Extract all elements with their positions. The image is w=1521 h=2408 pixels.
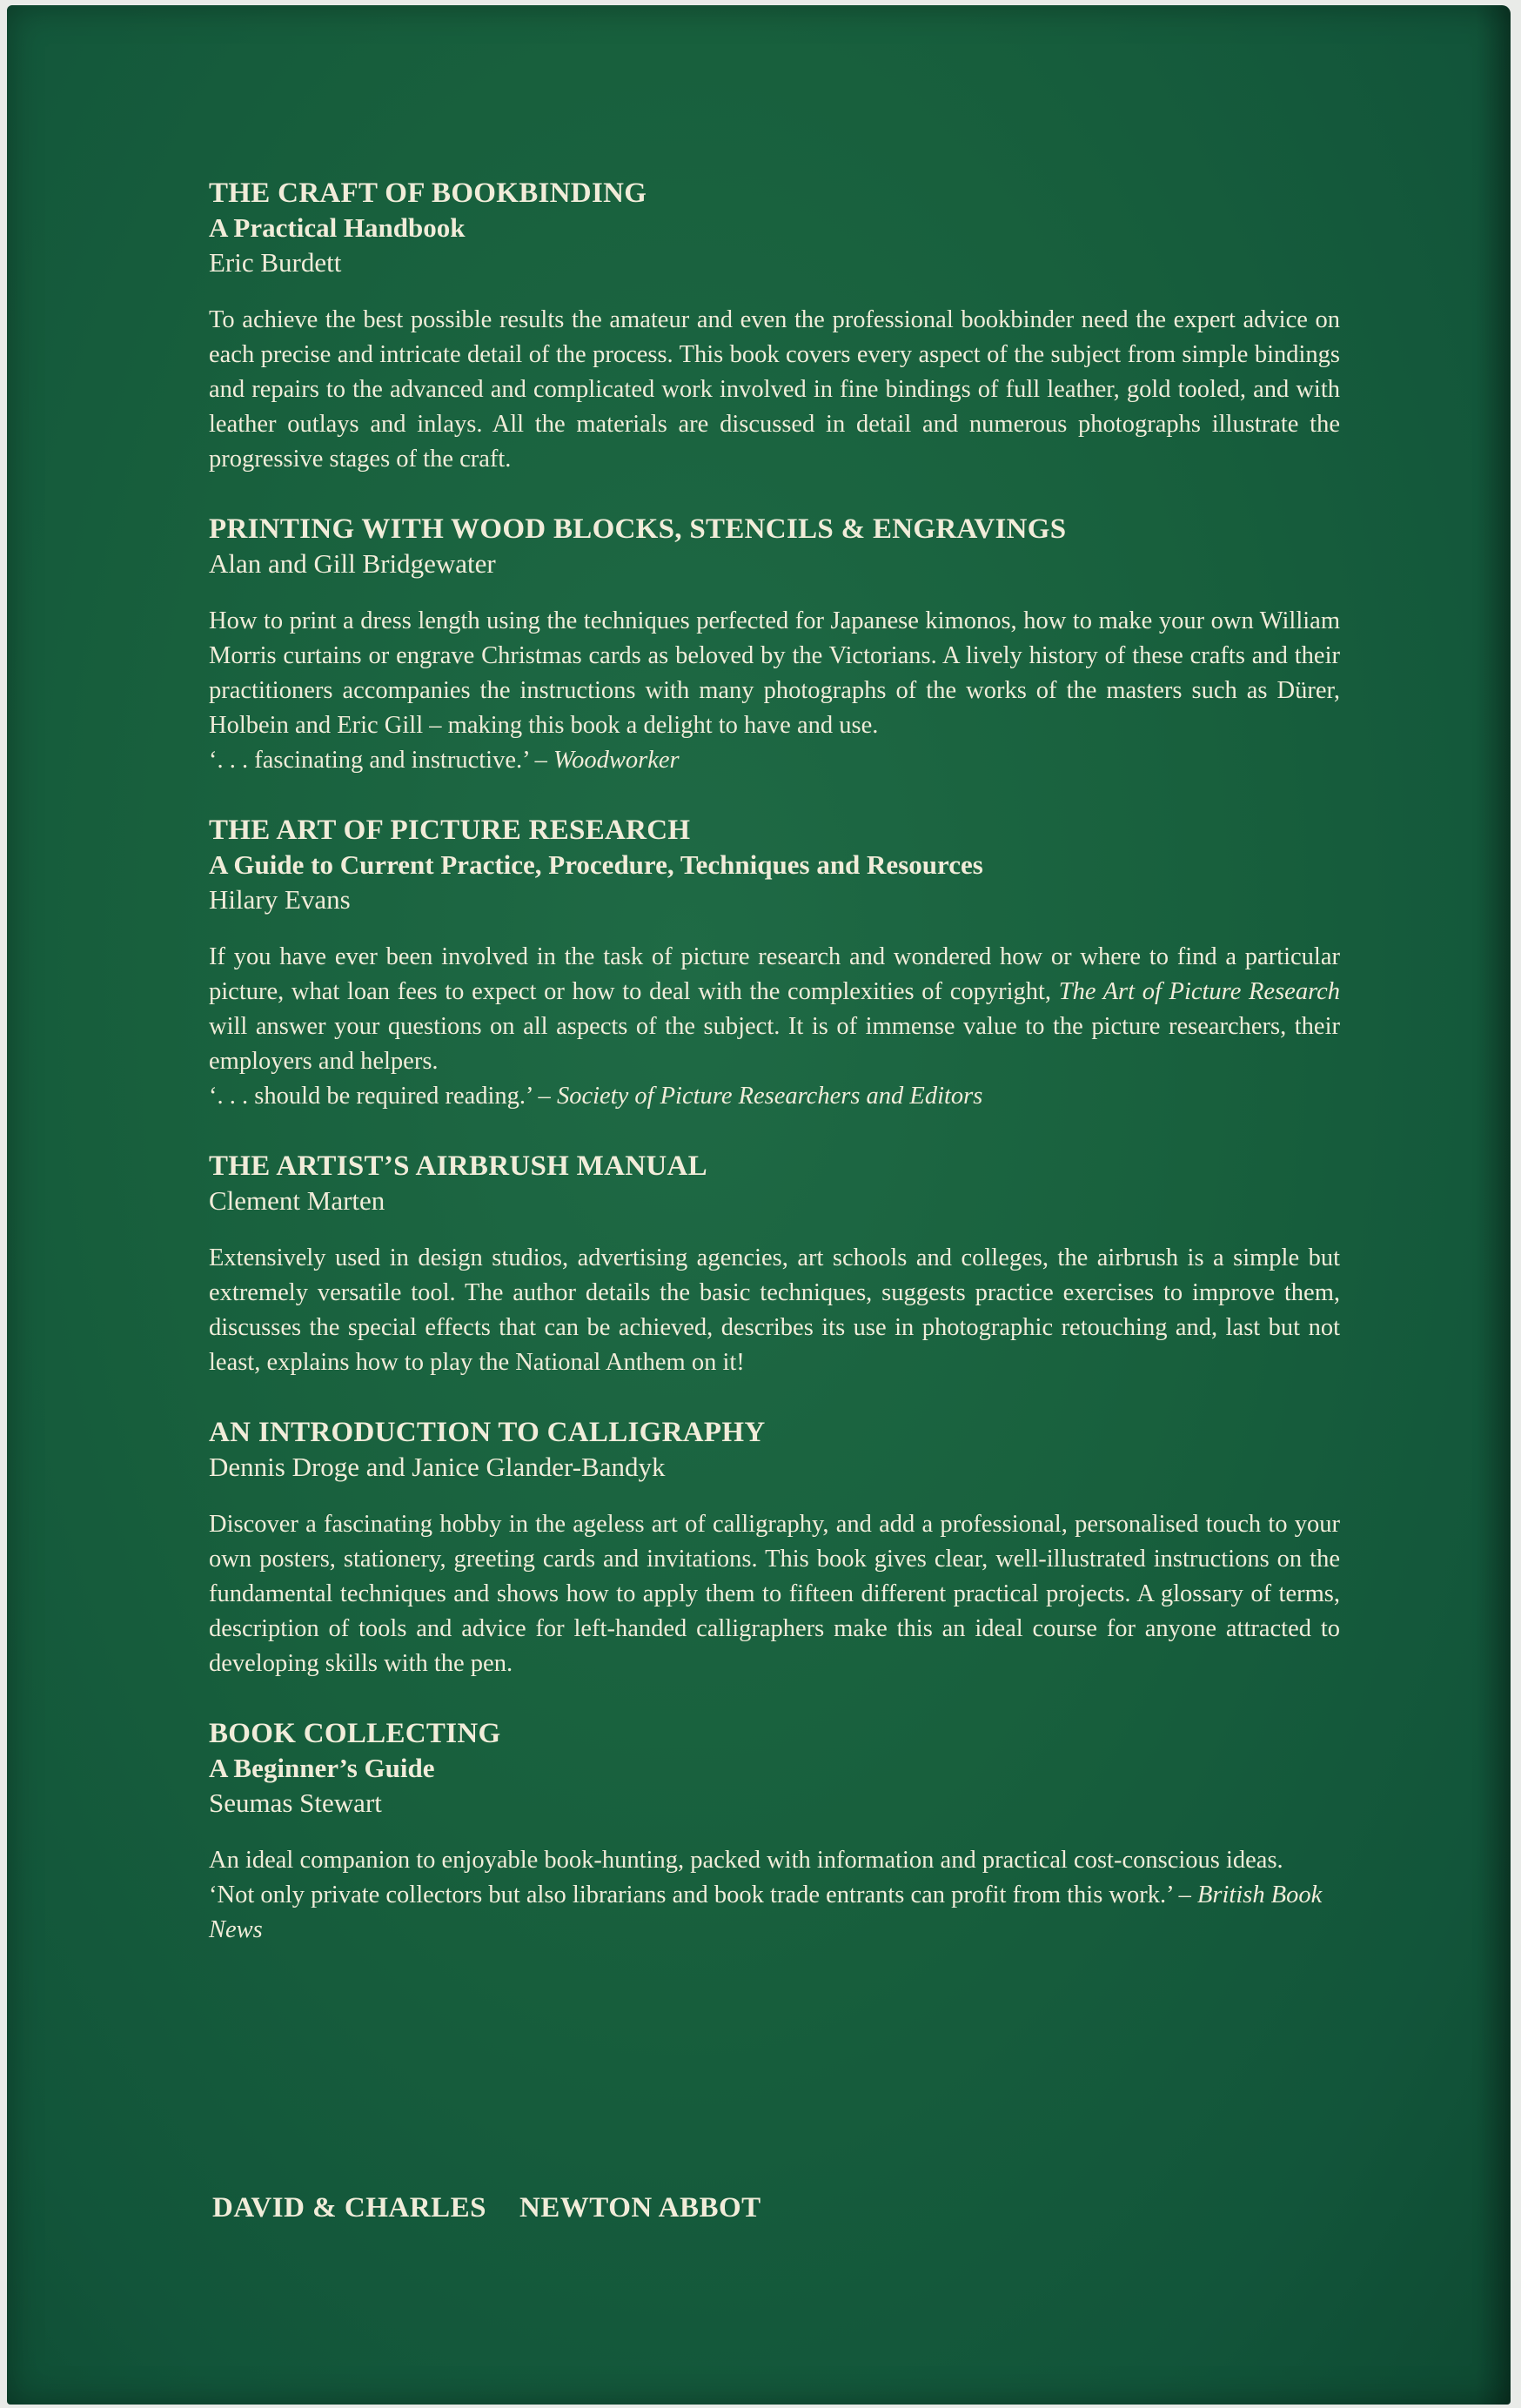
quote-source: Woodworker — [553, 747, 680, 774]
book-title: BOOK COLLECTING — [209, 1718, 501, 1749]
quote-source: Society of Picture Researchers and Editors — [556, 1083, 983, 1110]
book-subtitle: A Beginner’s Guide — [209, 1753, 435, 1783]
book-author: Hilary Evans — [209, 884, 351, 915]
book-author: Eric Burdett — [209, 247, 342, 278]
book-list — [209, 176, 1340, 1982]
book-author: Alan and Gill Bridgewater — [209, 548, 496, 579]
review-quote — [209, 1878, 1340, 1948]
description-part: If you have ever been involved in the task of picture research and wondered how or where to find a particular picture, what loan fees to expect or how to deal with the complexities of copyright, — [209, 943, 1340, 1005]
book-title: AN INTRODUCTION TO CALLIGRAPHY — [209, 1417, 766, 1448]
book-title: PRINTING WITH WOOD BLOCKS, STENCILS & ENGRAVINGS — [209, 513, 1067, 545]
quote-text: ‘. . . should be required reading.’ – — [209, 1083, 551, 1110]
book-entry-airbrush — [209, 1149, 1340, 1380]
book-back-cover — [7, 5, 1511, 2405]
quote-text: ‘. . . fascinating and instructive.’ – — [209, 747, 547, 774]
cover-edge-shadow — [1476, 5, 1511, 2405]
book-author: Clement Marten — [209, 1185, 385, 1216]
book-title: THE ARTIST’S AIRBRUSH MANUAL — [209, 1150, 707, 1182]
book-description: Discover a fascinating hobby in the ageless art of calligraphy, and add a professional, personalised touch to your own posters, stationery, greeting cards and invitations. This book gives clear, well-illustrated instructions on the fundamental techniques and shows how to apply them to fifteen different practical projects. A glossary of terms, description of tools and advice for left-handed calligraphers make this an ideal course for anyone attracted to developing skills with the pen. — [209, 1511, 1340, 1677]
book-description: Extensively used in design studios, advertising agencies, art schools and colleges, the airbrush is a simple but extremely versatile tool. The author details the basic techniques, suggests practice exercises to improve them, discusses the special effects that can be achieved, describes its use in photographic retouching and, last but not least, explains how to play the National Anthem on it! — [209, 1244, 1340, 1376]
book-entry-book-collecting — [209, 1716, 1340, 1948]
book-description: How to print a dress length using the techniques perfected for Japanese kimonos, how to make your own William Morris curtains or engrave Christmas cards as beloved by the Victorians. A lively history of these crafts and their practitioners accompanies the instructions with many photographs of the works of the masters such as Dürer, Holbein and Eric Gill – making this book a delight to have and use. — [209, 607, 1340, 739]
quote-text: ‘Not only private collectors but also librarians and book trade entrants can profit from this work.’ – — [209, 1881, 1191, 1908]
book-entry-calligraphy — [209, 1415, 1340, 1681]
publisher-location: NEWTON ABBOT — [519, 2192, 761, 2224]
book-title: THE CRAFT OF BOOKBINDING — [209, 178, 647, 209]
book-subtitle: A Guide to Current Practice, Procedure, Techniques and Resources — [209, 849, 983, 880]
book-subtitle: A Practical Handbook — [209, 212, 466, 243]
quote-source: British Book News — [209, 1881, 1323, 1943]
book-description — [209, 940, 1340, 1079]
description-part: will answer your questions on all aspects of the subject. It is of immense value to the picture researchers, their employers and helpers. — [209, 1013, 1340, 1075]
book-entry-picture-research — [209, 813, 1340, 1114]
publisher-name: DAVID & CHARLES — [212, 2192, 486, 2224]
book-title: THE ART OF PICTURE RESEARCH — [209, 815, 691, 846]
book-description: An ideal companion to enjoyable book-hunting, packed with information and practical cost-conscious ideas. — [209, 1847, 1283, 1874]
book-author: Seumas Stewart — [209, 1788, 382, 1818]
book-entry-printing — [209, 512, 1340, 778]
description-italic-title: The Art of Picture Research — [1058, 978, 1341, 1005]
book-description: To achieve the best possible results the amateur and even the professional bookbinder need the expert advice on each precise and intricate detail of the process. This book covers every aspect of the subject from simple bindings and repairs to the advanced and complicated work involved in fine bindings of full leather, gold tooled, and with leather outlays and inlays. All the materials are discussed in detail and numerous photographs illustrate the progressive stages of the craft. — [209, 306, 1340, 473]
review-quote — [209, 1079, 1340, 1114]
publisher-imprint — [212, 2192, 761, 2224]
book-entry-bookbinding — [209, 176, 1340, 477]
review-quote — [209, 743, 1340, 778]
book-author: Dennis Droge and Janice Glander-Bandyk — [209, 1452, 666, 1482]
